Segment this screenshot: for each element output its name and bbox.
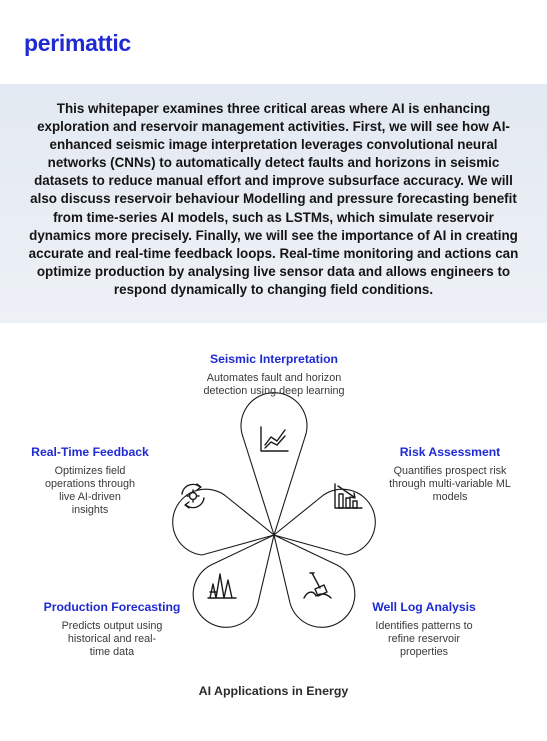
petal-realtime: [173, 489, 274, 555]
item-title: Well Log Analysis: [372, 600, 476, 614]
item-seismic-interpretation: [173, 352, 375, 398]
petal-risk: [274, 489, 375, 555]
line-chart-icon: [261, 427, 288, 451]
declining-bar-chart-icon: [335, 484, 362, 508]
item-risk-assessment: [380, 445, 520, 504]
petals: [173, 393, 376, 628]
diagram-caption: AI Applications in Energy: [198, 684, 349, 698]
item-description: Optimizes field operations through live AI-driven insights: [44, 465, 136, 516]
item-description: Identifies patterns to refine reservoir properties: [375, 620, 473, 658]
shovel-icon: [304, 573, 331, 598]
petal-production: [193, 535, 274, 627]
intro-section: [0, 84, 547, 323]
petal-welllog: [274, 535, 355, 627]
wave-chart-icon: [208, 574, 236, 598]
item-description: Quantifies prospect risk through multi-variable ML models: [389, 465, 511, 503]
item-title: Risk Assessment: [399, 445, 501, 459]
item-title: Real-Time Feedback: [31, 445, 149, 459]
intro-text: This whitepaper examines three critical areas where AI is enhancing exploration and reservoir management activities. First, we will see how AI-enhanced seismic image interpretation leverages convolutional neural networks (CNNs) to automatically detect faults and horizons in seismic datasets to reduce manual effort and improve subsurface accuracy. We will also discuss reservoir behaviour Modelling and pressure forecasting benefit from time-series AI models, such as LSTMs, which simulate reservoir dynamics more precisely. Finally, we will see the importance of AI in creating accurate and real-time feedback loops. Real-time monitoring and actions can optimize production by analysing live sensor data and allows engineers to respond dynamically to changing field conditions.: [28, 101, 519, 297]
item-title: Seismic Interpretation: [209, 352, 338, 366]
item-description: Predicts output using historical and real-time data: [61, 620, 163, 658]
item-description: Automates fault and horizon detection using deep learning: [203, 372, 345, 397]
item-production-forecasting: [38, 600, 186, 659]
brand-logo: perimattic: [24, 30, 131, 56]
item-well-log-analysis: [362, 600, 486, 659]
gear-sync-icon: [182, 484, 204, 508]
item-real-time-feedback: [22, 445, 158, 517]
petal-seismic: [241, 393, 307, 535]
item-title: Production Forecasting: [43, 600, 181, 614]
